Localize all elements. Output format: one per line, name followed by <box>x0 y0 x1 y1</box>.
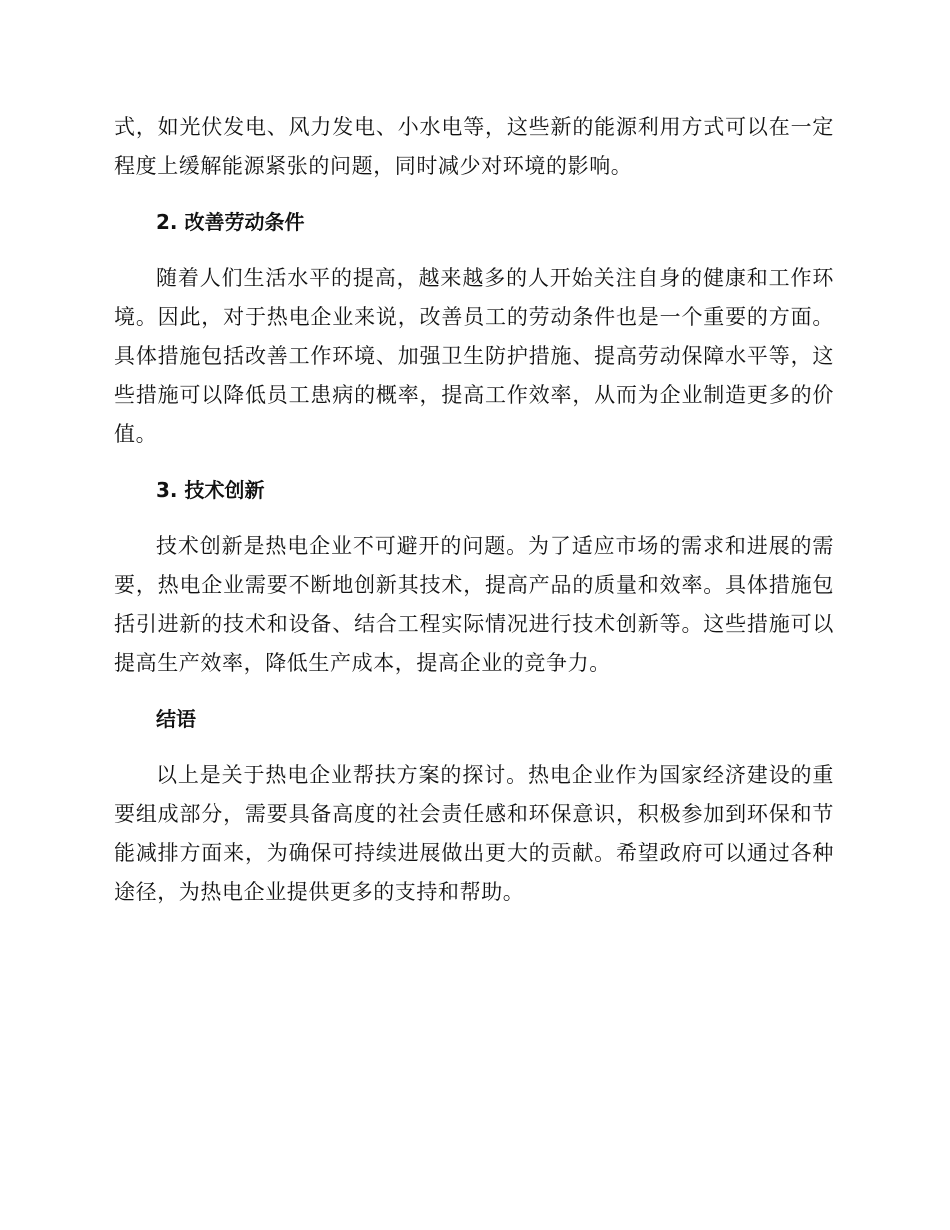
section-body-labor-conditions: 随着人们生活水平的提高，越来越多的人开始关注自身的健康和工作环境。因此，对于热电企业来说，改善员工的劳动条件也是一个重要的方面。具体措施包括改善工作环境、加强卫生防护措施、提高劳动保障水平等，这些措施可以降低员工患病的概率，提高工作效率，从而为企业制造更多的价值。 <box>114 266 834 446</box>
section-heading-labor-conditions: 2. 改善劳动条件 <box>156 210 305 234</box>
section-body-tech-innovation: 技术创新是热电企业不可避开的问题。为了适应市场的需求和进展的需要，热电企业需要不断地创新其技术，提高产品的质量和效率。具体措施包括引进新的技术和设备、结合工程实际情况进行技术创新等。这些措施可以提高生产效率，降低生产成本，提高企业的竞争力。 <box>114 534 834 675</box>
intro-continuation-paragraph: 式，如光伏发电、风力发电、小水电等，这些新的能源利用方式可以在一定程度上缓解能源紧张的问题，同时减少对环境的影响。 <box>114 115 834 178</box>
section-body-conclusion: 以上是关于热电企业帮扶方案的探讨。热电企业作为国家经济建设的重要组成部分，需要具备高度的社会责任感和环保意识，积极参加到环保和节能减排方面来，为确保可持续进展做出更大的贡献。希望政府可以通过各种途径，为热电企业提供更多的支持和帮助。 <box>114 763 834 904</box>
section-heading-tech-innovation: 3. 技术创新 <box>156 478 265 502</box>
section-heading-conclusion: 结语 <box>156 707 196 731</box>
document-page <box>114 108 834 912</box>
